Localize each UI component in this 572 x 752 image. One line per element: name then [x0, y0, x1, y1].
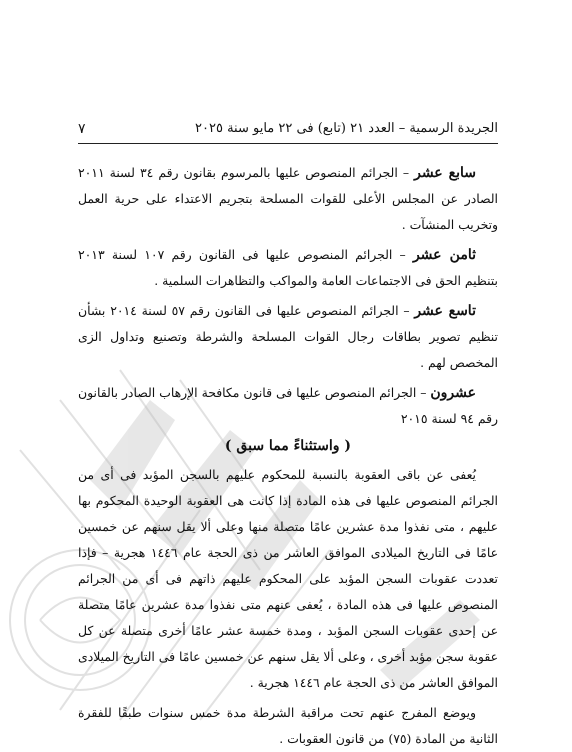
supervision-paragraph	[78, 700, 498, 752]
paragraph-text: يُعفى عنهم متى نفذوا مدة عشرين عامًا متصلة عن إحدى عقوبات السجن المؤبد ،	[78, 597, 498, 638]
clause-text: بشأن تنظيم تصوير بطاقات رجال القوات المسلحة والشرطة وتصنيع وتداول الزى	[78, 303, 498, 344]
paragraph-text: يُعفى عن باقى العقوبة بالنسبة للمحكوم عليهم بالسجن المؤبد فى أى من الجرائم	[78, 467, 498, 508]
clause-item	[78, 242, 498, 294]
clause-text: المخصص لهم .	[420, 355, 498, 370]
paragraph-text: ومدة خمسة عشر عامًا أخرى متصلة عن كل عقوبة سجن مؤبد أخرى ، وعلى ألا يقل	[78, 623, 498, 664]
clause-text: وتخريب المنشآت .	[401, 217, 498, 232]
page-header	[78, 120, 498, 138]
section-heading: ( واستثناءً مما سبق )	[224, 438, 352, 454]
paragraph-text: ويوضع المفرج عنهم تحت مراقبة الشرطة مدة خمس سنوات طبقًا للفقرة الثانية	[78, 705, 498, 746]
paragraph-text: المؤبد على المحكوم عليهم ذاتهم فى أى من الجرائم المنصوص عليها فى هذه المادة ،	[78, 571, 498, 612]
clause-ordinal: سابع عشر	[414, 165, 476, 181]
page-number: ٧	[78, 121, 86, 137]
header-divider	[78, 143, 498, 144]
clause-text: بتنظيم الحق فى الاجتماعات العامة والمواكب والتظاهرات السلمية .	[154, 273, 498, 288]
clause-text: الصادر عن المجلس الأعلى للقوات المسلحة بتجريم الاعتداء على حرية العمل	[78, 191, 498, 206]
paragraph-text: الميلادى الموافق العاشر من ذى الحجة عام ١٤٤٦ هجرية – فإذا تعددت عقوبات السجن	[78, 545, 498, 586]
clause-item	[78, 298, 498, 376]
document-body	[78, 160, 498, 752]
clause-text: – الجرائم المنصوص عليها فى القانون رقم ١٠٧ لسنة ٢٠١٣	[78, 247, 406, 262]
exception-paragraph	[78, 462, 498, 696]
clause-ordinal: تاسع عشر	[414, 303, 476, 319]
clause-text: – الجرائم المنصوص عليها بالمرسوم بقانون رقم ٣٤ لسنة ٢٠١١	[78, 165, 410, 180]
header-title: الجريدة الرسمية – العدد ٢١ (تابع) فى ٢٢ مايو سنة ٢٠٢٥	[195, 121, 498, 136]
clause-ordinal: ثامن عشر	[412, 247, 476, 263]
clause-item	[78, 380, 498, 432]
clause-text: – الجرائم المنصوص عليها فى قانون مكافحة الإرهاب الصادر بالقانون	[78, 385, 427, 400]
paragraph-text: من المادة (٧٥) من قانون العقوبات .	[279, 731, 466, 746]
paragraph-text: عام ١٤٤٦ هجرية .	[249, 675, 343, 690]
paragraph-text: سنهم عن خمسين عامًا فى التاريخ الميلادى الموافق العاشر من ذى الحجة	[78, 649, 498, 690]
clause-ordinal: عشرون	[430, 385, 476, 401]
clause-item	[78, 160, 498, 238]
clause-text: رقم ٩٤ لسنة ٢٠١٥	[400, 411, 498, 426]
clause-text: – الجرائم المنصوص عليها فى القانون رقم ٥٧ لسنة ٢٠١٤	[110, 303, 410, 318]
paragraph-text: المنصوص عليها فى هذه المادة إذا كانت هى العقوبة الوحيدة المحكوم بها عليهم ،	[78, 493, 498, 534]
paragraph-text: متى نفذوا مدة عشرين عامًا متصلة منها وعلى ألا يقل سنهم عن خمسين عامًا فى التاريخ	[78, 519, 498, 560]
